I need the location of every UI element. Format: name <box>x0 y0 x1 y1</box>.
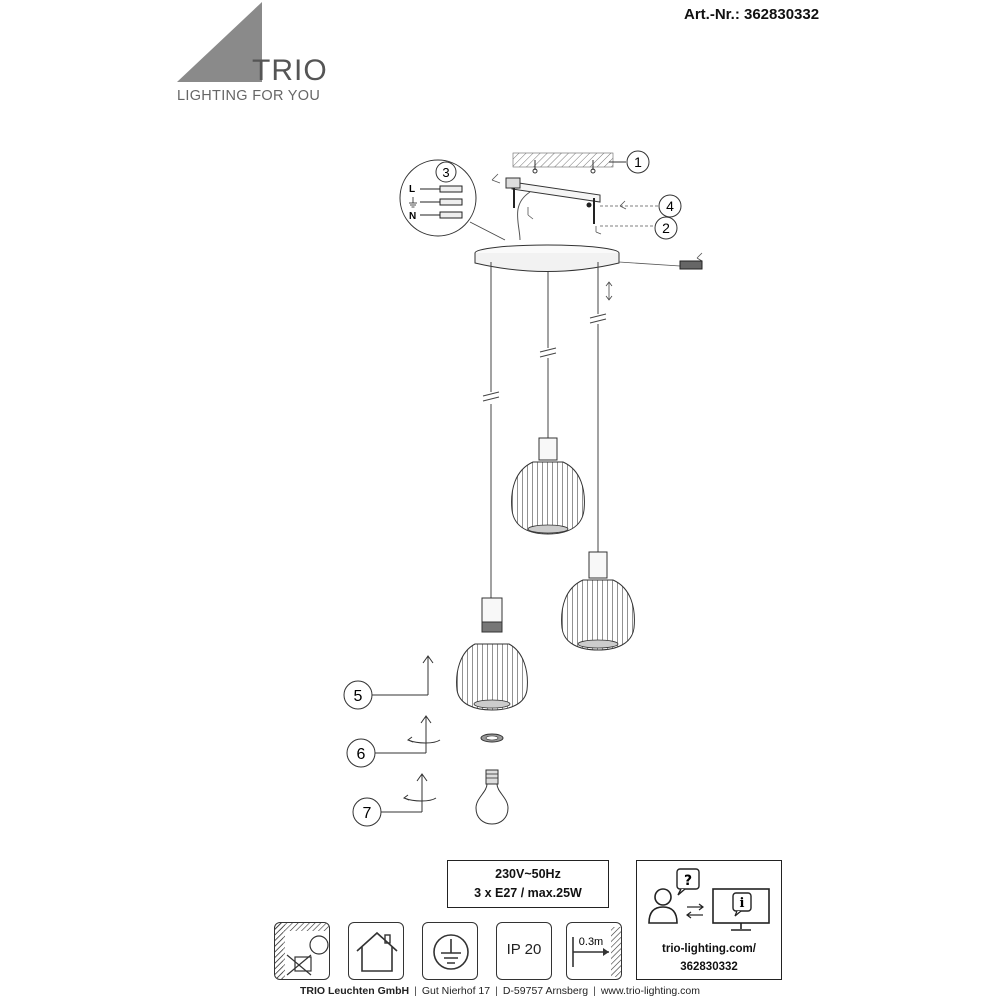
footer-separator: | <box>593 985 596 997</box>
mounting-bracket <box>512 182 600 202</box>
cables <box>491 262 598 598</box>
neutral-label: N <box>409 211 417 222</box>
support-url-line1: trio-lighting.com/ <box>662 943 756 955</box>
brand-name: TRIO <box>252 54 328 87</box>
pendant-shade-left <box>457 598 528 710</box>
voltage-spec: 230V~50Hz <box>495 867 561 881</box>
ceiling-mount-only-symbol <box>274 922 330 980</box>
step-2-label: 2 <box>662 220 670 236</box>
step-7-arrow <box>381 774 436 812</box>
footer-company: TRIO Leuchten GmbH <box>299 985 410 997</box>
monitor-info-icon <box>713 889 769 930</box>
exchange-arrows-icon <box>687 904 703 918</box>
step-6-label: 6 <box>356 746 366 763</box>
protection-class-earth-symbol <box>422 922 478 980</box>
bulb-spec: 3 x E27 / max.25W <box>474 886 582 900</box>
screwdriver-icon <box>680 261 702 269</box>
footer-address: Gut Nierhof 17 <box>421 985 491 997</box>
brand-tagline: LIGHTING FOR YOU <box>177 88 321 104</box>
support-url-line2: 362830332 <box>680 961 738 973</box>
svg-text:i: i <box>739 896 745 911</box>
support-box <box>636 860 782 980</box>
person-icon <box>649 889 677 923</box>
height-adjust-arrow <box>606 282 612 300</box>
article-number: Art.-Nr.: 362830332 <box>684 6 820 23</box>
ip-rating-text: IP 20 <box>506 941 542 958</box>
indoor-use-house-symbol <box>348 922 404 980</box>
step-6-arrow <box>375 716 440 753</box>
footer-separator: | <box>414 985 417 997</box>
light-bulb <box>476 770 508 824</box>
step-4-label: 4 <box>666 198 674 214</box>
step-5-arrow <box>372 656 433 695</box>
electrical-specs-box <box>447 860 609 908</box>
ip-rating-symbol <box>496 922 552 980</box>
question-bubble-icon <box>677 869 699 895</box>
ceiling <box>513 153 613 167</box>
step-7-label: 7 <box>362 805 372 822</box>
support-illustration <box>637 861 783 941</box>
pendant-shade-right <box>562 552 635 650</box>
footer-separator: | <box>495 985 498 997</box>
min-distance-symbol <box>566 922 622 980</box>
footer <box>0 985 1000 997</box>
footer-city: D-59757 Arnsberg <box>502 985 589 997</box>
step-5-label: 5 <box>353 688 363 705</box>
step-1-label: 1 <box>634 154 642 170</box>
live-label: L <box>409 184 416 195</box>
min-distance-text: 0.3m <box>578 936 604 948</box>
footer-website: www.trio-lighting.com <box>600 985 701 997</box>
pendant-shade-center <box>512 438 585 534</box>
step-3-label: 3 <box>442 165 450 180</box>
svg-text:?: ? <box>683 873 693 889</box>
